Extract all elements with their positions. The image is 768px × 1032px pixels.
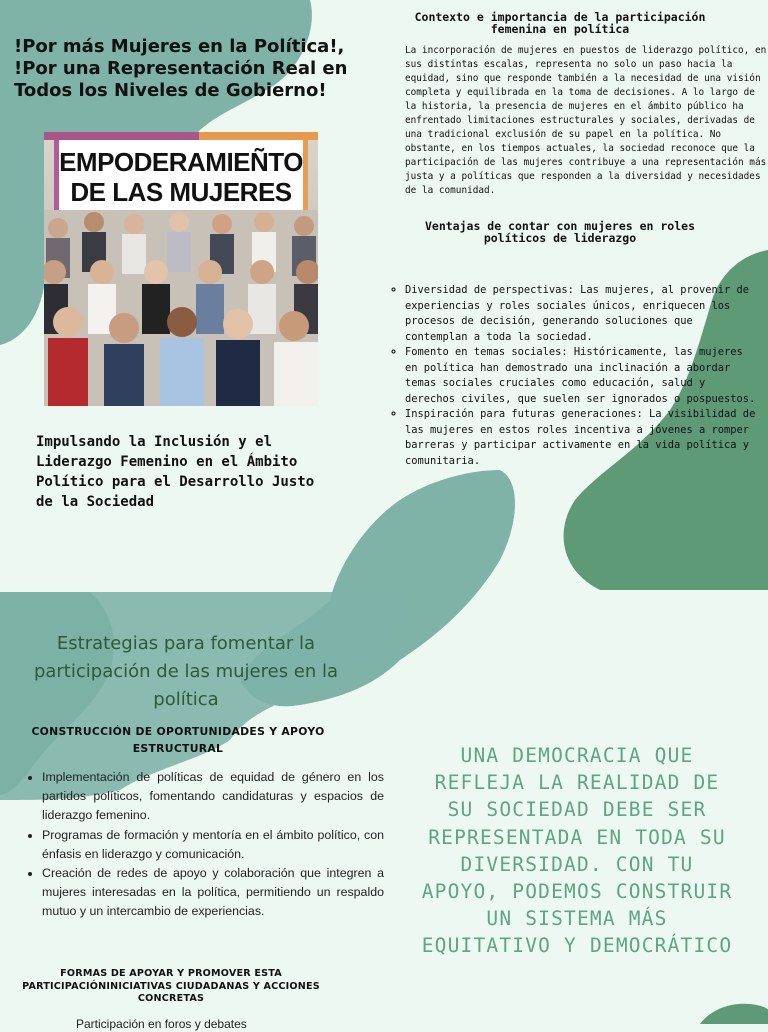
advantages-title: Ventajas de contar con mujeres en roles políticos de liderazgo	[424, 219, 696, 245]
poster-accent-bar-left	[44, 132, 199, 140]
strategy-item: • Creación de redes de apoyo y colaboración que integren a mujeres interesadas en la política, permitiendo un respaldo mutuo y un intercambio de experiencias.	[42, 864, 384, 922]
advantage-item: ◦ Fomento en temas sociales: Históricamente, las mujeres en política han demostrado una inclinación a abordar temas sociales cruciales como educación, salud y derechos civiles, que suelen ser ignorados o pospuestos.	[405, 345, 757, 407]
democracy-quote: UNA DEMOCRACIA QUE REFLEJA LA REALIDAD DE SU SOCIEDAD DEBE SER REPRESENTADA EN TODA SU DIVERSIDAD. CON TU APOYO, PODEMOS CONSTRUIR UN SISTEMA MÁS EQUITATIVO Y DEMOCRÁTICO	[421, 744, 733, 958]
strategy-item: • Implementación de políticas de equidad de género en los partidos políticos, fomentando candidaturas y espacios de liderazgo femenino.	[42, 768, 384, 826]
strategies-list	[22, 768, 384, 922]
poster-headline-line1: EMPODERAMIEÑTO	[59, 147, 303, 177]
advantage-item: ◦ Diversidad de perspectivas: Las mujeres, al provenir de experiencias y roles sociales únicos, enriquecen los procesos de decisión, generando soluciones que contemplan a toda la sociedad.	[405, 283, 757, 345]
context-body: La incorporación de mujeres en puestos de liderazgo político, en sus distintas escalas, representa no solo un paso hacia la equidad, sino que responde también a la necesidad de una visión completa y equilibrada en la toma de decisiones. A lo largo de la historia, la presencia de mujeres en el ámbito público ha enfrentado limitaciones estructurales y sociales, derivadas de una tradicional exclusión de su papel en la política. No obstante, en los tiempos actuales, la sociedad reconoce que la participación de las mujeres contribuye a una representación más justa y a políticas que responden a la diversidad y necesidades de la comunidad.	[405, 45, 767, 196]
advantages-list	[390, 283, 757, 469]
left-subtitle: Impulsando la Inclusión y el Liderazgo Femenino en el Ámbito Político para el Desarrollo Justo de la Sociedad	[36, 434, 315, 510]
blob-bottom-right	[700, 1004, 768, 1024]
poster-accent-bar-right	[199, 132, 318, 140]
poster-headline	[54, 140, 308, 214]
main-title: !Por más Mujeres en la Política!, !Por una Representación Real en Todos los Niveles de Gobierno!	[14, 36, 348, 101]
context-title: Contexto e importancia de la participación femenina en política	[414, 10, 706, 36]
support-ways-title: FORMAS DE APOYAR Y PROMOVER ESTA PARTICIPACIÓNINICIATIVAS CIUDADANAS Y ACCIONES CONCRETAS	[22, 968, 320, 1004]
advantage-item: ◦ Inspiración para futuras generaciones: La visibilidad de las mujeres en estos roles incentiva a jóvenes a romper barreras y participar activamente en la vida política y comunitaria.	[405, 407, 757, 469]
strategy-item: • Programas de formación y mentoría en el ámbito político, con énfasis en liderazgo y comunicación.	[42, 826, 384, 864]
partial-text-line: Participación en foros y debates	[76, 1017, 247, 1031]
group-photo	[44, 210, 318, 406]
strategies-title: Estrategias para fomentar la participación de las mujeres en la política	[33, 633, 339, 710]
poster-image	[44, 132, 318, 406]
poster-headline-line2: DE LAS MUJERES	[70, 177, 292, 207]
opportunities-subtitle: CONSTRUCCIÓN DE OPORTUNIDADES Y APOYO ESTRUCTURAL	[31, 725, 325, 755]
